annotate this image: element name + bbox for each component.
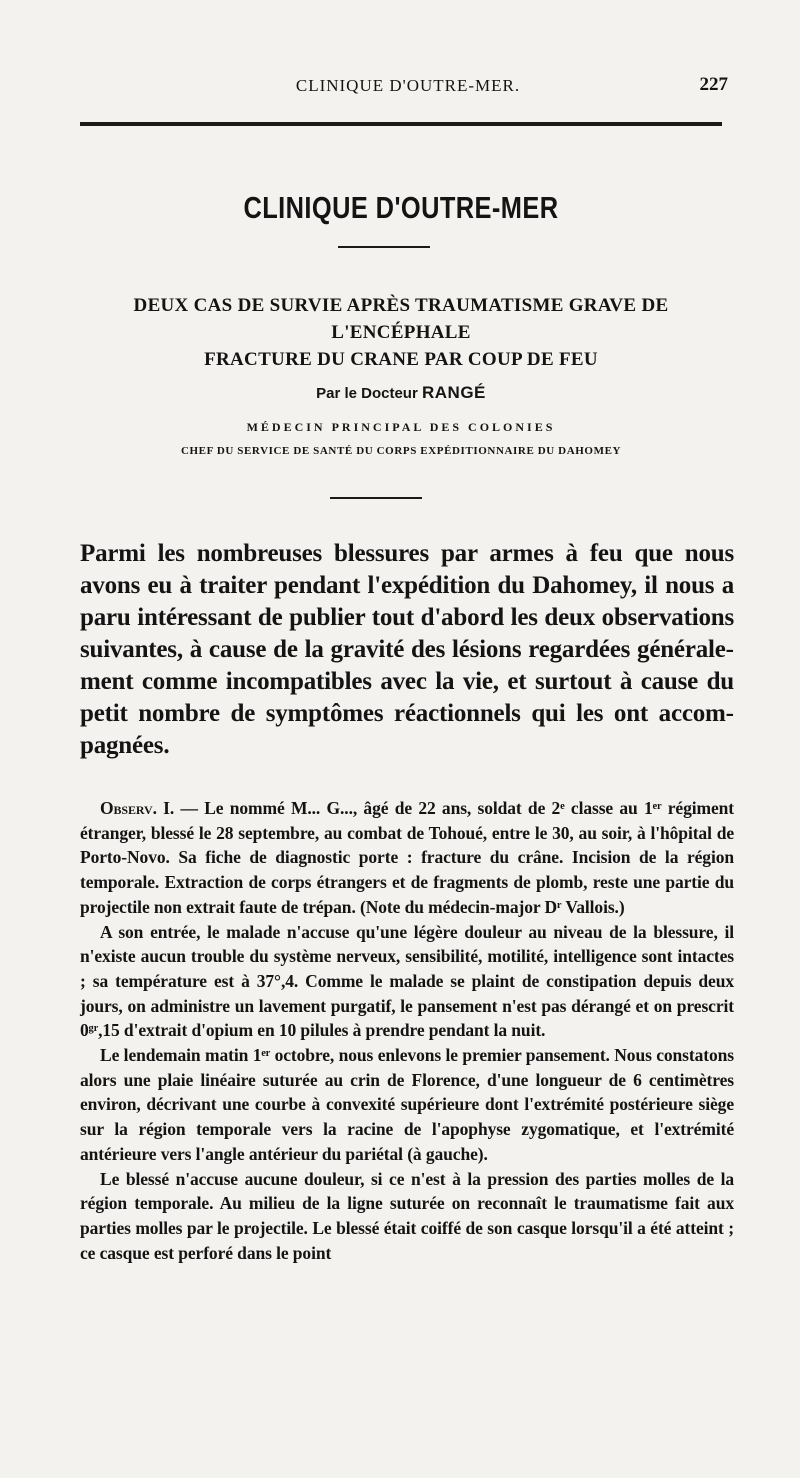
observation-paragraph-1-text: Le nommé M... G..., âgé de 22 ans, soldat de 2ᵉ classe au 1ᵉʳ régiment étranger, blessé le 28 septembre, au combat de Tohoué, entre le 30, au soir, à l'hôpital de Porto-Novo. Sa fiche de diagnostic porte : fracture du crâne. Incision de la région temporale. Extraction de corps étrangers et de fragments de plomb, reste une partie du projectile non extrait faute de trépan. (Note du médecin-major Dʳ Vallois.) (80, 798, 734, 917)
byline-divider (330, 497, 422, 499)
running-title: CLINIQUE D'OUTRE-MER. (295, 76, 521, 95)
author-service: CHEF DU SERVICE DE SANTÉ DU CORPS EXPÉDITIONNAIRE DU DAHOMEY (180, 445, 622, 457)
byline (80, 383, 722, 403)
section-title: CLINIQUE D'OUTRE-MER (243, 190, 559, 225)
observation-paragraph-4: Le blessé n'accuse aucune douleur, si ce n'est à la pression des parties molles de la région temporale. Au milieu de la ligne suturée on reconnaît le traumatisme fait aux parties molles par le projectile. Le blessé était coiffé de son casque lorsqu'il a été atteint ; ce casque est perforé dans le point (80, 1168, 734, 1263)
title-divider (338, 246, 430, 248)
author-name: RANGÉ (421, 383, 486, 402)
observation-paragraph-2: A son entrée, le malade n'accuse qu'une légère douleur au niveau de la blessure, il n'existe aucun trouble du système nerveux, sensibilité, motilité, intelligence sont intactes ; sa température est à 37°,4. Comme le malade se plaint de constipation depuis deux jours, on administre un lavement purgatif, le pansement n'est pas dérangé et on prescrit 0ᵍʳ,15 d'extrait d'opium en 10 pilules à prendre pendant la nuit. (80, 921, 734, 1041)
running-head (80, 74, 736, 102)
observation-paragraph-3: Le lendemain matin 1ᵉʳ octobre, nous enlevons le premier pansement. Nous constatons alors une plaie linéaire suturée au crin de Florence, d'une longueur de 6 centimètres environ, décrivant une courbe à convexité supérieure dont l'extrémité postérieure siège sur la région temporale vers la racine de l'apophyse zygomatique, et l'extrémité antérieure vers l'angle antérieur du pariétal (à gauche). (80, 1045, 734, 1164)
observation-body (80, 796, 734, 1265)
article-title-line-2: FRACTURE DU CRANE PAR COUP DE FEU (204, 349, 598, 370)
byline-prefix: Par le Docteur (316, 385, 418, 402)
article-title (80, 292, 722, 373)
header-rule (80, 122, 722, 126)
author-title: MÉDECIN PRINCIPAL DES COLONIES (246, 420, 556, 434)
page-number: 227 (699, 74, 728, 95)
observation-paragraph-1 (80, 796, 734, 920)
intro-paragraph: Parmi les nombreuses blessures par armes à feu que nous avons eu à traiter pendant l'expédition du Dahomey, il nous a paru intéressant de publier tout d'abord les deux observations suivantes, à cause de la gravité des lésions regardées généralement comme incompatibles avec la vie, et surtout à cause du petit nombre de symptômes réactionnels qui les ont accompagnées. (80, 540, 734, 759)
article-title-line-1: DEUX CAS DE SURVIE APRÈS TRAUMATISME GRAVE DE L'ENCÉPHALE (133, 295, 669, 343)
observation-label: Observ. I. — (100, 798, 198, 818)
